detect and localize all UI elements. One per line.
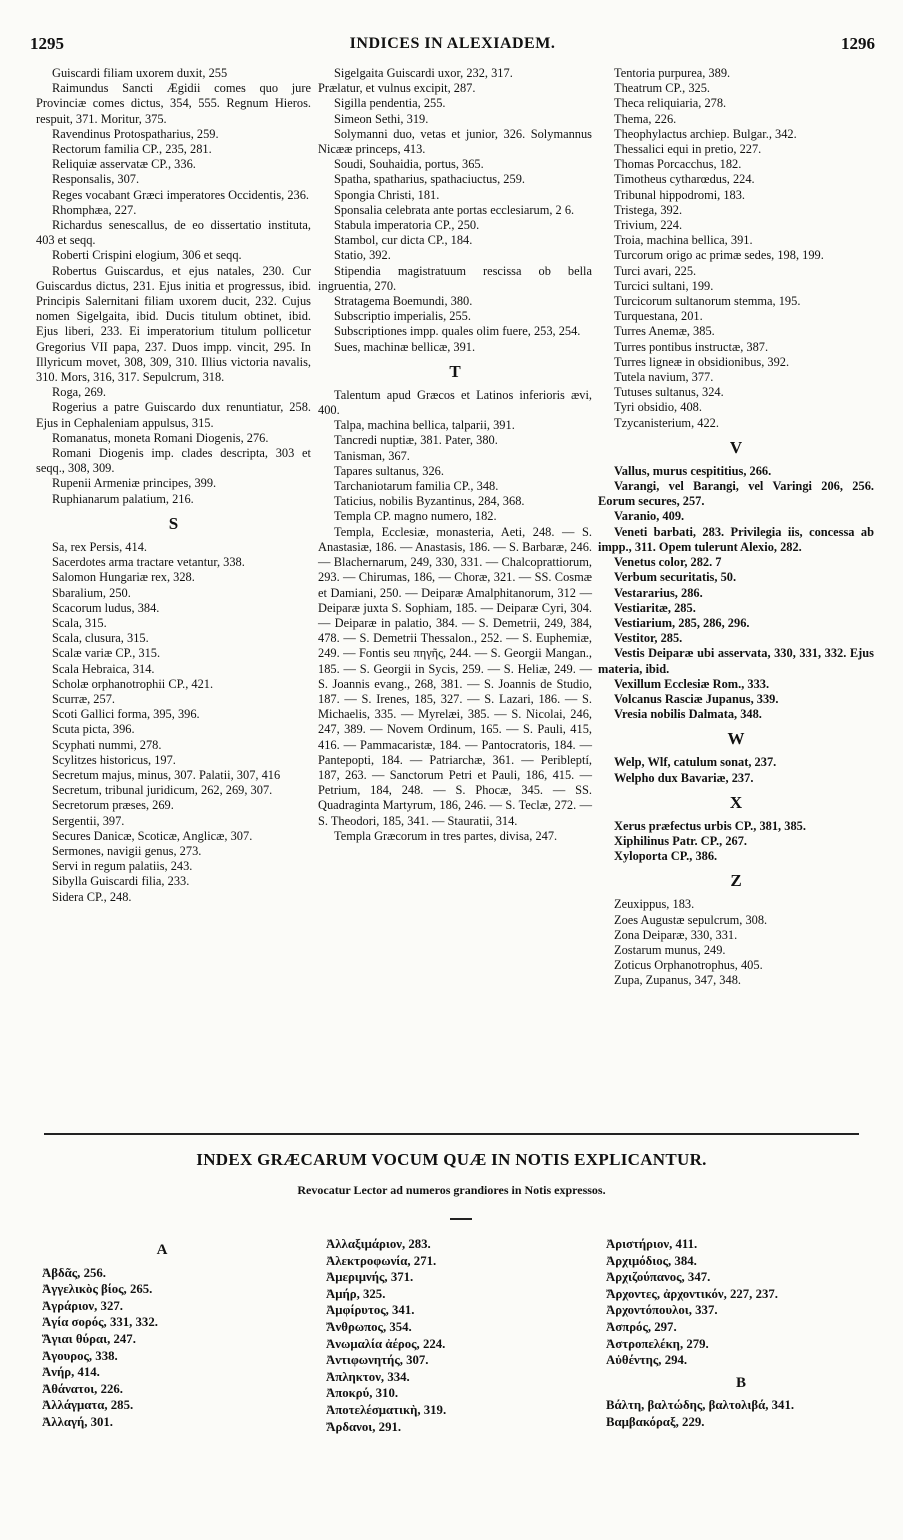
section-letter-z: Z [730,871,742,891]
index-entry-list [36,540,311,905]
index-entry-list [598,464,874,722]
index-entry: Vallus, murus cespititius, 266. [614,463,772,478]
short-rule [450,1218,472,1220]
index-entry: Sergentii, 397. [52,813,125,828]
index-entry: Rectorum familia CP., 235, 281. [52,142,212,157]
greek-column-2 [326,1236,596,1435]
index-entry: Vresia nobilis Dalmata, 348. [614,707,762,722]
index-entry: Sigelgaita Guiscardi uxor, 232, 317. [334,66,513,80]
greek-column-1 [42,1236,282,1431]
index-entry: Servi in regum palatiis, 243. [52,859,193,874]
index-entry: Romani Diogenis imp. clades descripta, 303 et seqq., 308, 309. [36,446,311,476]
section-letter-t: T [449,361,461,381]
index-entry: Subscriptio imperialis, 255. [334,309,471,324]
index-entry: Turres pontibus instructæ, 387. [614,339,769,354]
greek-index-entry: Ἀγράριον, 327. [42,1298,123,1313]
greek-index-entry: Αὐθέντης, 294. [606,1353,688,1368]
index-entry: Zeuxippus, 183. [614,897,695,912]
index-entry: Reliquiæ asservatæ CP., 336. [52,157,196,172]
greek-index-title: INDEX GRÆCARUM VOCUM QUÆ IN NOTIS EXPLICANTUR. [196,1150,707,1169]
index-entry: Secretum, tribunal juridicum, 262, 269, 307. [52,783,273,798]
index-entry: Stambol, cur dicta CP., 184. [334,233,473,248]
index-entry: Thema, 226. [614,111,677,126]
index-entry: Trivium, 224. [614,218,683,233]
index-entry: Verbum securitatis, 50. [614,570,737,585]
index-column-2 [318,66,592,844]
index-entry: Tanisman, 367. [334,448,410,463]
greek-index-entry: Ἀμήρ, 325. [326,1286,386,1301]
index-entry: Veneti barbati, 283. Privilegia iis, concessa ab impp., 311. Opem tulerunt Alexio, 282. [598,524,874,554]
greek-index-entry: Ἀλλαξιμάριον, 283. [326,1237,431,1251]
index-entry: Thomas Porcacchus, 182. [614,157,742,172]
greek-entry-list [606,1397,876,1430]
index-entry: Rupenii Armeniæ principes, 399. [52,476,217,491]
index-entry: Sues, machinæ bellicæ, 391. [334,339,476,354]
greek-index-entry: Ἄνθρωπος, 354. [326,1319,412,1334]
section-letter-x: X [729,792,743,812]
index-entry: Tutuses sultanus, 324. [614,385,724,400]
index-entry: Subscriptiones impp. quales olim fuere, 253, 254. [334,324,581,339]
index-entry-list [598,66,874,431]
index-entry-list [318,66,592,355]
index-entry: Scurræ, 257. [52,691,115,706]
index-entry: Scylitzes historicus, 197. [52,752,176,767]
index-entry: Ravendinus Protospatharius, 259. [52,126,219,141]
index-entry-list [598,819,874,865]
greek-index-entry: Ἄρχοντες, ἀρχοντικόν, 227, 237. [606,1286,778,1301]
index-entry: Varanio, 409. [614,509,685,524]
greek-index-entry: Ἀποτελέσματικὴ, 319. [326,1402,447,1417]
index-entry-list [598,897,874,988]
index-entry: Simeon Sethi, 319. [334,111,429,126]
greek-index-entry: Ἀριστήριον, 411. [606,1237,698,1251]
greek-index-entry: Ἀρχιζούπανος, 347. [606,1270,711,1285]
greek-index-entry: Ἁγία σορός, 331, 332. [42,1315,158,1330]
index-entry: Tribunal hippodromi, 183. [614,187,746,202]
index-entry: Secures Danicæ, Scoticæ, Anglicæ, 307. [52,828,253,843]
index-entry: Welpho dux Bavariæ, 237. [614,770,754,785]
index-entry: Sermones, navigii genus, 273. [52,843,202,858]
index-entry: Statio, 392. [334,248,391,263]
index-entry: Vestararius, 286. [614,585,703,600]
index-entry: Turcicorum sultanorum stemma, 195. [614,294,801,309]
greek-column-3 [606,1236,876,1431]
index-entry: Tapares sultanus, 326. [334,463,444,478]
index-entry-list [598,755,874,785]
index-entry: Romanatus, moneta Romani Diogenis, 276. [52,430,269,445]
index-entry: Scala Hebraica, 314. [52,661,155,676]
section-divider [44,1133,859,1135]
greek-index-entry: Ἀνήρ, 414. [42,1365,100,1380]
index-entry: Talpa, machina bellica, talparii, 391. [334,418,515,433]
greek-index-entry: Ἀρχιμόδιος, 384. [606,1253,697,1268]
index-entry: Solymanni duo, vetas et junior, 326. Solymannus Nicææ princeps, 413. [318,126,592,157]
index-entry: Thessalici equi in pretio, 227. [614,142,762,157]
index-entry: Reges vocabant Græci imperatores Occidentis, 236. [52,187,310,202]
index-entry: Raimundus Sancti Ægidii comes quo jure Provinciæ comes dictus, 354, 555. Regnum Hieros. respuit, 371. Moritur, 375. [36,81,311,126]
index-entry: Rogerius a patre Guiscardo dux renuntiatur, 258. Ejus in Cephaleniam appulsus, 315. [36,400,311,430]
index-entry: Sacerdotes arma tractare vetantur, 338. [52,555,245,570]
index-entry: Volcanus Rasciæ Jupanus, 339. [614,691,779,706]
greek-index-entry: Ἀρχοντόπουλοι, 337. [606,1303,718,1318]
index-entry: Scoti Gallici forma, 395, 396. [52,707,200,722]
index-entry: Tristega, 392. [614,202,683,217]
index-entry: Venetus color, 282. 7 [614,555,722,570]
index-entry: Tarchaniotarum familia CP., 348. [334,479,499,494]
index-entry: Templa CP. magno numero, 182. [334,509,497,524]
index-entry: Zoticus Orphanotrophus, 405. [614,958,763,973]
index-entry: Taticius, nobilis Byzantinus, 284, 368. [334,494,525,509]
greek-index-entry: Ἀλλάγματα, 285. [42,1398,134,1413]
index-entry: Sibylla Guiscardi filia, 233. [52,874,190,889]
greek-index-entry: Ἀμεριμνής, 371. [326,1270,414,1285]
index-entry: Xerus præfectus urbis CP., 381, 385. [614,818,806,833]
index-entry: Sigilla pendentia, 255. [334,96,446,111]
index-entry: Stabula imperatoria CP., 250. [334,218,480,233]
index-entry: Zupa, Zupanus, 347, 348. [614,973,741,988]
index-entry: Guiscardi filiam uxorem duxit, 255 [52,66,228,80]
index-entry: Xyloporta CP., 386. [614,849,718,864]
index-entry: Welp, Wlf, catulum sonat, 237. [614,755,777,770]
index-entry: Tzycanisterium, 422. [614,415,719,430]
index-entry: Turcorum origo ac primæ sedes, 198, 199. [614,248,824,263]
index-entry: Zoes Augustæ sepulcrum, 308. [614,912,768,927]
index-entry: Vestiaritæ, 285. [614,600,696,615]
index-entry: Vexillum Ecclesiæ Rom., 333. [614,676,770,691]
greek-entry-list [326,1236,596,1435]
index-entry: Secretorum præses, 269. [52,798,174,813]
index-entry: Turres ligneæ in obsidionibus, 392. [614,354,790,369]
page-number-right: 1296 [841,34,875,53]
index-entry: Tancredi nuptiæ, 381. Pater, 380. [334,433,498,448]
index-entry: Secretum majus, minus, 307. Palatii, 307, 416 [52,767,281,782]
greek-index-entry: Ἀστροπελέκη, 279. [606,1336,709,1351]
section-letter-b: B [735,1374,746,1391]
index-entry: Tentoria purpurea, 389. [614,66,731,80]
greek-entry-list [606,1236,876,1369]
section-letter-a: A [156,1242,168,1258]
index-column-3 [598,66,874,989]
greek-index-entry: Βάλτη, βαλτώδης, βαλτολιβά, 341. [606,1398,795,1413]
index-entry: Theatrum CP., 325. [614,81,711,96]
index-entry-list [318,388,592,844]
index-entry: Turres Anemæ, 385. [614,324,715,339]
index-entry: Sponsalia celebrata ante portas ecclesiarum, 2 6. [334,202,575,217]
index-entry: Troia, machina bellica, 391. [614,233,753,248]
index-entry: Scacorum ludus, 384. [52,600,160,615]
greek-index-entry: Ἀλεκτροφωνία, 271. [326,1253,437,1268]
index-entry: Vestitor, 285. [614,631,683,646]
greek-index-entry: Ἄρδανοι, 291. [326,1419,402,1434]
index-entry: Ruphianarum palatium, 216. [52,491,194,506]
index-entry: Soudi, Souhaidia, portus, 365. [334,157,484,172]
greek-entry-list [42,1265,282,1431]
index-entry: Talentum apud Græcos et Latinos inferioris ævi, 400. [318,387,592,418]
index-entry: Spongia Christi, 181. [334,187,440,202]
greek-index-entry: Ἀβδᾶς, 256. [42,1265,106,1280]
index-entry: Rhomphæa, 227. [52,202,137,217]
index-entry: Robertus Guiscardus, et ejus natales, 230. Cur Guiscardus dictus, 231. Ejus initia et progressus, ibid. Principis Salernitani filiam uxorem ducit, 232. Cujus nomen Sigelgaita, ibid. Ducis titulum obtinet, ibid. Ejus liberi, 233. Ei imperatorium titulum pollicetur Gregorius VII papa, 237. Duos impp. vincit, 295. In Illyricum movet, 308, 309, 310. Illius victoria navalis, 310. Mors, 316, 317. Sepulcrum, 318. [36,263,311,385]
index-entry: Templa Græcorum in tres partes, divisa, 247. [334,828,558,843]
index-entry: Scyphati nummi, 278. [52,737,162,752]
index-entry: Responsalis, 307. [52,172,140,187]
greek-index-entry: Ἀνωμαλία ἀέρος, 224. [326,1336,446,1351]
index-entry-list [36,66,311,507]
index-entry: Timotheus cytharœdus, 224. [614,172,755,187]
index-column-1 [36,66,311,905]
greek-index-entry: Ἀμφίρυτος, 341. [326,1303,415,1318]
index-entry: Scalæ variæ CP., 315. [52,646,161,661]
index-entry: Sa, rex Persis, 414. [52,539,147,554]
page-number-left: 1295 [30,34,64,53]
index-entry: Scuta picta, 396. [52,722,135,737]
page-title: INDICES IN ALEXIADEM. [349,35,556,52]
index-entry: Templa, Ecclesiæ, monasteria, Aeti, 248. — S. Anastasiæ, 186. — Anastasis, 186. — S. Barbaræ, 246. — Blachernarum, 249, 330, 331. — Chalcoprattiorum, 293. — Chirumas, 186, — Choræ, 321. — SS. Cosmæ et Damiani, 250. — Deiparæ Amalphitanorum, 312 — Deiparæ juxta S. Sophiam, 185. — Deiparæ Cyri, 304. — Deiparæ in palatio, 384. — S. Demetrii, 249, 384, 478. — S. Demetrii Thessalon., 252. — S. Euphemiæ, 249. — Fontis seu πηγῆς, 244. — S. Georgii Mangan., 185. — S. Georgii in Sycis, 259. — S. Heliæ, 249. — S. Joannis evang., 268, 381. — S. Joannis de Studio, 187. — S. Irenes, 185, 327. — S. Lazari, 186. — S. Michaelis, 335. — Myrelæi, 385. — S. Nicolai, 246, 247, 389. — Novem Ordinum, 165. — S. Pauli, 415, 416. — Pammacaristæ, 184. — Pantocratoris, 184. — Pantepopti, 184. — Patriarchæ, 361. — Peribleptí, 187, 263. — Sanctorum Petri et Pauli, 186, 415. — Petrium, 184, 248. — S. Phocæ, 345. — SS. Quadraginta Martyrum, 186, 246. — S. Teclæ, 272. — S. Theodori, 185, 341. — Stauratii, 314. [318,524,592,828]
index-entry: Turci avari, 225. [614,263,697,278]
greek-index-entry: Ἀλλαγή, 301. [42,1414,114,1429]
index-entry: Roberti Crispini elogium, 306 et seqq. [52,248,242,263]
index-entry: Scala, 315. [52,615,107,630]
greek-index-entry: Ἀποκρύ, 310. [326,1386,399,1401]
index-entry: Sidera CP., 248. [52,889,132,904]
index-entry: Zostarum munus, 249. [614,942,726,957]
section-letter-s: S [168,513,179,533]
section-letter-w: W [727,729,745,749]
greek-index-entry: Ἅγιαι θύραι, 247. [42,1331,136,1346]
greek-index-entry: Ἀντιφωνητής, 307. [326,1353,429,1368]
index-entry: Theca reliquiaria, 278. [614,96,727,111]
index-entry: Vestis Deiparæ ubi asservata, 330, 331, 332. Ejus materia, ibid. [598,646,874,676]
index-entry: Tutela navium, 377. [614,370,714,385]
index-entry: Theophylactus archiep. Bulgar., 342. [614,126,797,141]
index-entry: Turcici sultani, 199. [614,278,714,293]
greek-index-subtitle: Revocatur Lector ad numeros grandiores in Notis expressos. [297,1183,606,1197]
index-entry: Scholæ orphanotrophii CP., 421. [52,676,214,691]
index-entry: Spatha, spatharius, spathaciuctus, 259. [334,172,525,187]
page-header [30,34,875,58]
greek-index-entry: Βαμβακόραξ, 229. [606,1414,705,1429]
index-entry: Turquestana, 201. [614,309,703,324]
index-entry: Vestiarium, 285, 286, 296. [614,615,750,630]
index-entry: Richardus senescallus, de eo dissertatio instituta, 403 et seqq. [36,218,311,248]
index-entry: Stipendia magistratuum rescissa ob bella ingruentia, 270. [318,263,592,293]
index-entry: Salomon Hungariæ rex, 328. [52,570,195,585]
greek-index-entry: Ἀγουρος, 338. [42,1348,118,1363]
index-entry: Sbaralium, 250. [52,585,131,600]
index-entry: Stratagema Boemundi, 380. [334,294,473,309]
index-entry: Varangi, vel Barangi, vel Varingi 206, 256. Eorum secures, 257. [598,479,874,509]
index-entry: Prælatur, et vulnus excipit, 287. [318,81,476,96]
index-entry: Xiphilinus Patr. CP., 267. [614,833,748,848]
index-entry: Zona Deiparæ, 330, 331. [614,927,738,942]
greek-index-entry: Ἀγγελικὸς βίος, 265. [42,1282,153,1297]
index-entry: Roga, 269. [52,385,107,400]
index-entry: Tyri obsidio, 408. [614,400,702,415]
greek-index-entry: Ἀπληκτον, 334. [326,1369,410,1384]
greek-index-entry: Ἀσπρός, 297. [606,1319,677,1334]
section-letter-v: V [729,437,743,457]
index-entry: Scala, clusura, 315. [52,631,149,646]
greek-index-entry: Ἀθάνατοι, 226. [42,1381,123,1396]
